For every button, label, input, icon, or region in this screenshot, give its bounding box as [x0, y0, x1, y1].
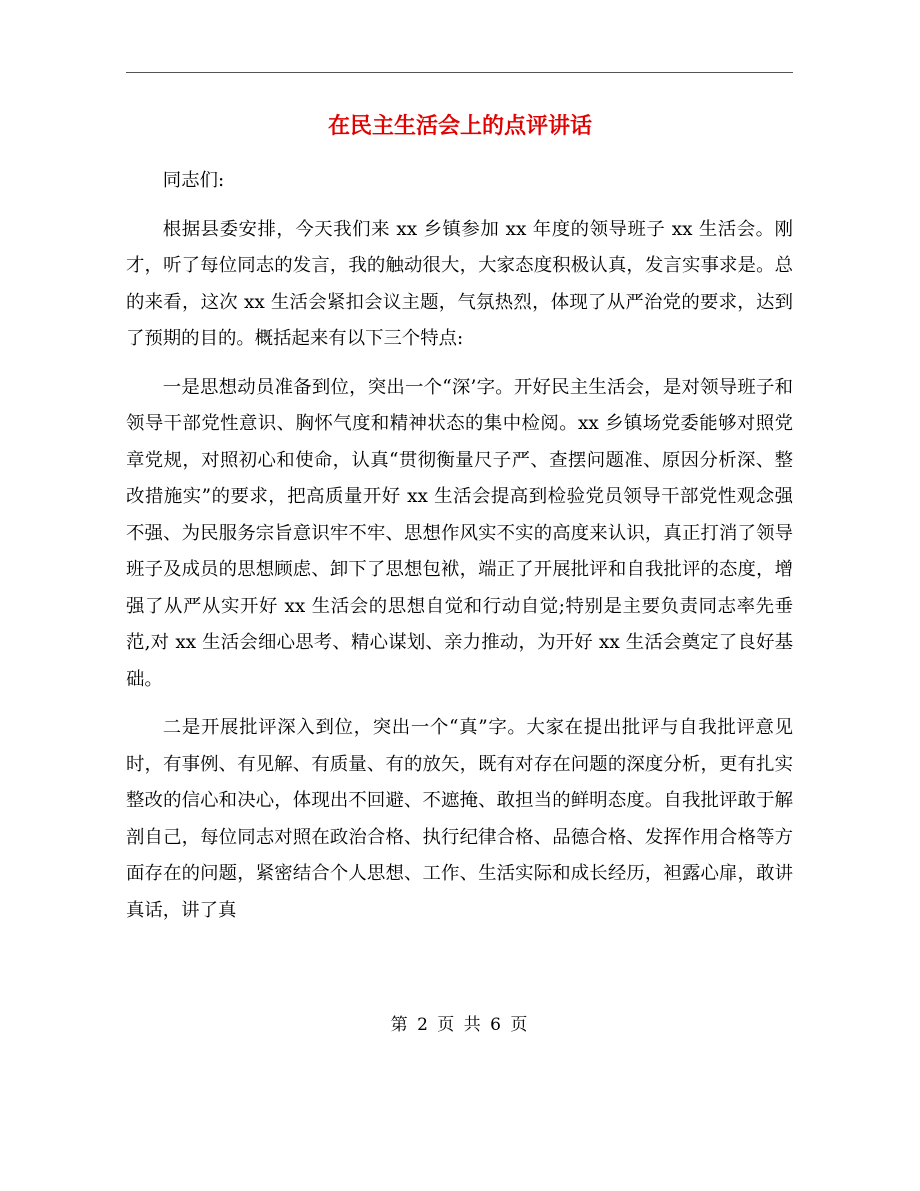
greeting: 同志们:: [162, 170, 225, 191]
paragraph-point-one: 一是思想动员准备到位，突出一个“深’字。开好民主生活会，是对领导班子和领导干部党性意识、胸怀气度和精神状态的集中检阅。xx 乡镇场党委能够对照党章党规，对照初心和使命，认真“贯彻衡量尺子严、查摆问题准、原因分析深、整改措施实”的要求，把高质量开好 xx 生活会提高到检验党员领导干部党性观念强不强、为民服务宗旨意识牢不牢、思想作风实不实的高度来认识，真正打消了领导班子及成员的思想顾虑、卸下了思想包袱，端正了开展批评和自我批评的态度，增强了从严从实开好 xx 生活会的思想自觉和行动自觉;特别是主要负责同志率先垂范,对 xx 生活会细心思考、精心谋划、亲力推动，为开好 xx 生活会奠定了良好基础。: [126, 376, 793, 690]
page-number: 第 2 页 共 6 页: [390, 1015, 530, 1035]
paragraph-point-two: 二是开展批评深入到位，突出一个“真”字。大家在提出批评与自我批评意见时，有事例、有见解、有质量、有的放矢，既有对存在问题的深度分析，更有扎实整改的信心和决心，体现出不回避、不遮掩、敢担当的鲜明态度。自我批评敢于解剖自己，每位同志对照在政治合格、执行纪律合格、品德合格、发挥作用合格等方面存在的问题，紧密结合个人思想、工作、生活实际和成长经历，袒露心扉，敢讲真话，讲了真: [126, 717, 793, 921]
paragraph-intro: 根据县委安排，今天我们来 xx 乡镇参加 xx 年度的领导班子 xx 生活会。刚才，听了每位同志的发言，我的触动很大，大家态度积极认真，发言实事求是。总的来看，这次 xx 生活会紧扣会议主题，气氛热烈，体现了从严治党的要求，达到了预期的目的。概括起来有以下三个特点:: [126, 218, 793, 349]
document-title: 在民主生活会上的点评讲话: [327, 113, 592, 139]
header-rule: [126, 72, 793, 73]
document-body: [126, 163, 793, 929]
